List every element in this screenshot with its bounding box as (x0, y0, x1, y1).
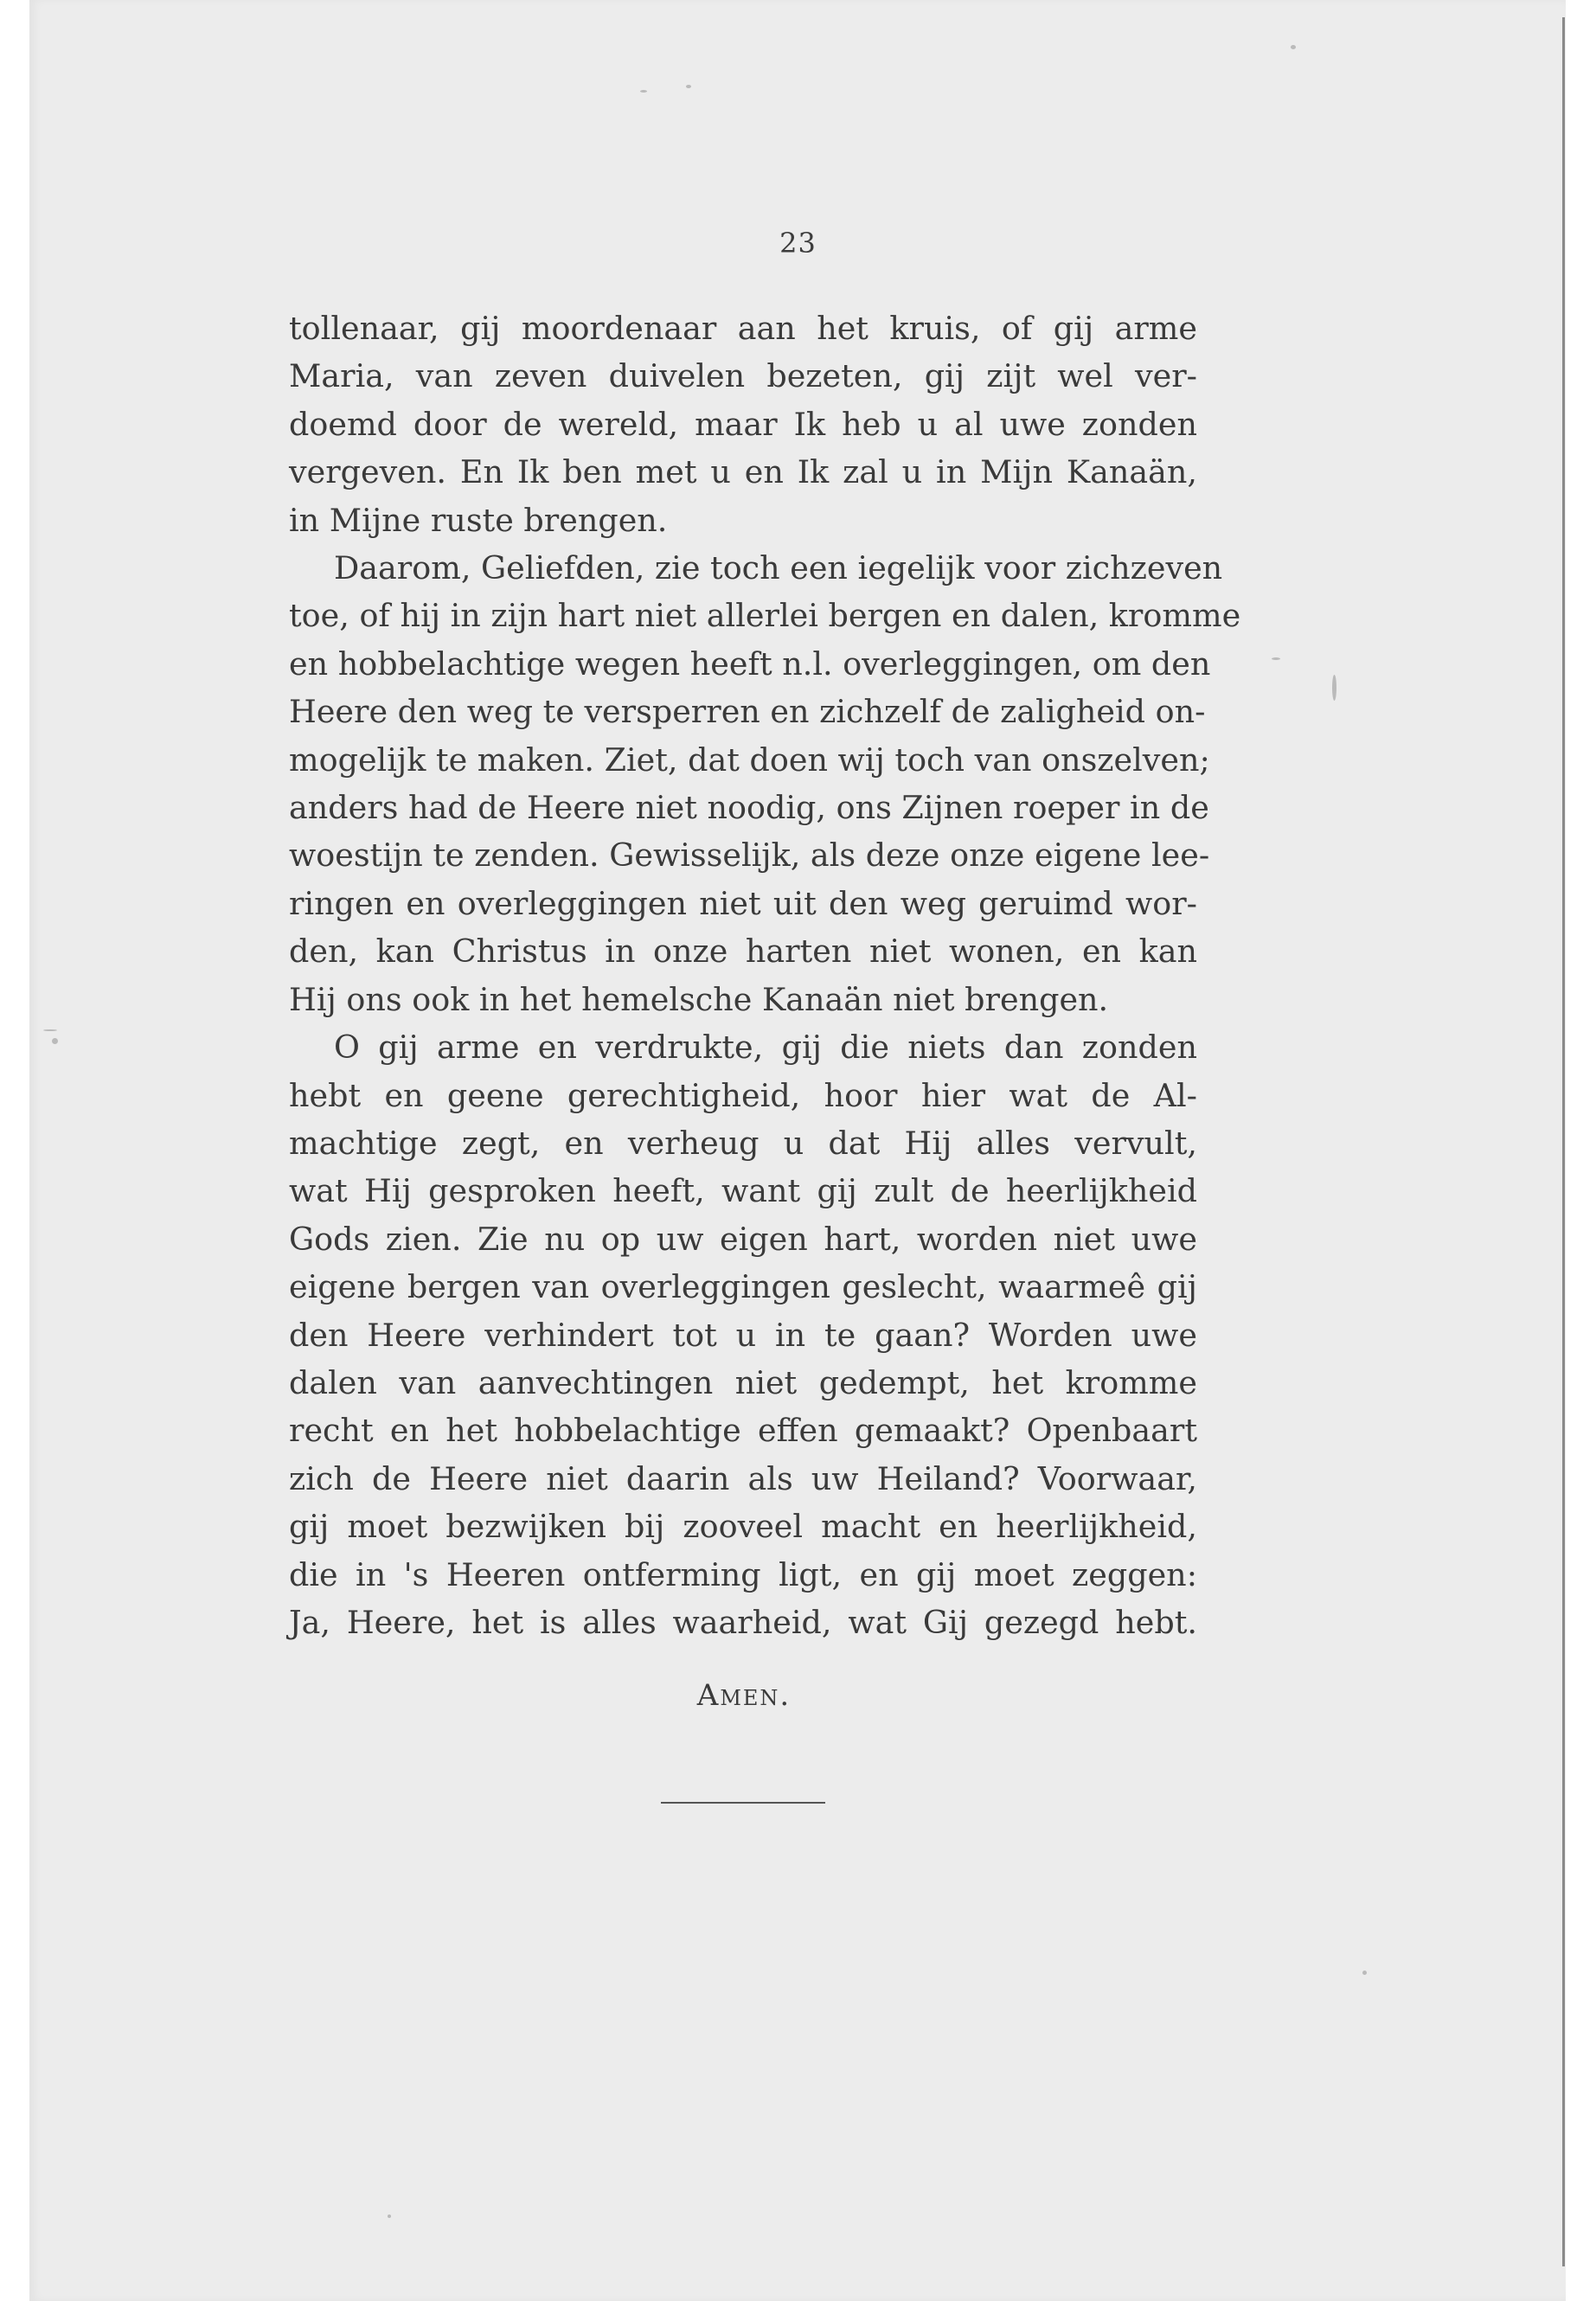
text-line: en hobbelachtige wegen heeft n.l. overleggingen, om den (289, 644, 1211, 683)
scan-speck (1332, 675, 1336, 701)
text-line: O gij arme en verdrukte, gij die niets dan zonden (334, 1029, 1197, 1067)
scan-speck (388, 2214, 391, 2218)
paragraph-2 (289, 544, 1241, 1023)
text-line: den, kan Christus in onze harten niet wonen, en kan (289, 933, 1197, 971)
text-line: dalen van aanvechtingen niet gedempt, het kromme (289, 1363, 1197, 1401)
text-line: tollenaar, gij moordenaar aan het kruis, of gij arme (289, 310, 1197, 347)
text-line: die in 's Heeren ontferming ligt, en gij moet zeggen: (289, 1555, 1197, 1593)
page-number: 23 (779, 227, 817, 260)
text-line: hebt en geene gerechtigheid, hoor hier wat de Al- (289, 1076, 1197, 1114)
text-line: Heere den weg te versperren en zichzelf de zaligheid on- (289, 693, 1206, 731)
body-text (289, 304, 1241, 1646)
paragraph-1 (289, 304, 1197, 544)
text-line: Gods zien. Zie nu op uw eigen hart, worden niet uwe (289, 1220, 1197, 1258)
text-line: gij moet bezwijken bij zooveel macht en heerlijkheid, (289, 1508, 1197, 1546)
scan-speck (1291, 45, 1296, 49)
scan-speck (52, 1038, 58, 1044)
text-line: recht en het hobbelachtige effen gemaakt? Openbaart (289, 1412, 1197, 1450)
text-line: eigene bergen van overleggingen geslecht, waarmeê gij (289, 1268, 1197, 1306)
scan-speck (43, 1029, 57, 1031)
text-line: den Heere verhindert tot u in te gaan? Worden uwe (289, 1316, 1197, 1354)
text-line: Maria, van zeven duivelen bezeten, gij zijt wel ver- (289, 357, 1197, 395)
text-line: zich de Heere niet daarin als uw Heiland? Voorwaar, (289, 1459, 1197, 1497)
scan-speck (686, 85, 691, 88)
scan-margin (1566, 0, 1596, 2301)
page-edge-shadow (1562, 17, 1565, 2266)
closing-amen: Amen. (696, 1678, 792, 1713)
end-rule (661, 1802, 825, 1804)
text-line: wat Hij gesproken heeft, want gij zult de heerlijkheid (289, 1172, 1197, 1210)
text-line: in Mijne ruste brengen. (289, 501, 668, 539)
scan-speck (640, 90, 647, 93)
text-line: Hij ons ook in het hemelsche Kanaän niet brengen. (289, 980, 1109, 1018)
text-line: woestijn te zenden. Gewisselijk, als deze onze eigene lee- (289, 836, 1210, 875)
text-line: machtige zegt, en verheug u dat Hij alles vervult, (289, 1124, 1197, 1162)
scan-speck (1272, 657, 1280, 660)
paragraph-3 (289, 1023, 1197, 1646)
text-line: toe, of hij in zijn hart niet allerlei bergen en dalen, kromme (289, 597, 1241, 635)
text-line: vergeven. En Ik ben met u en Ik zal u in Mijn Kanaän, (289, 453, 1197, 491)
text-line: ringen en overleggingen niet uit den weg geruimd wor- (289, 884, 1197, 922)
text-line: Daarom, Geliefden, zie toch een iegelijk voor zichzeven (334, 549, 1223, 587)
text-line: mogelijk te maken. Ziet, dat doen wij toch van onszelven; (289, 740, 1210, 779)
text-line: Ja, Heere, het is alles waarheid, wat Gij gezegd hebt. (289, 1603, 1197, 1641)
scan-speck (1362, 1971, 1367, 1975)
text-line: anders had de Heere niet noodig, ons Zijnen roeper in de (289, 789, 1209, 827)
text-line: doemd door de wereld, maar Ik heb u al uwe zonden (289, 405, 1197, 443)
